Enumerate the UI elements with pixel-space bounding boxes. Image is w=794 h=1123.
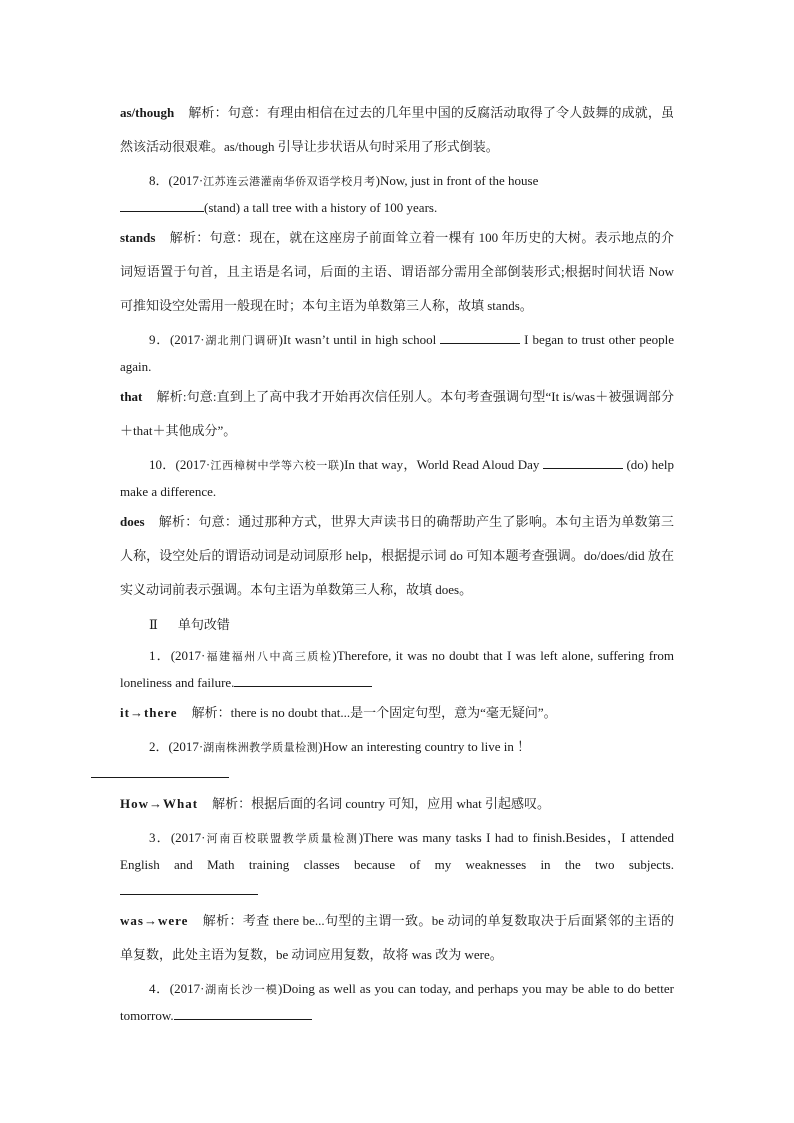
question-text: )Now, just in front of the house: [375, 173, 539, 188]
question-text: )How an interesting country to live in ！: [318, 739, 531, 754]
answer-blank[interactable]: [91, 764, 229, 778]
question-text: )It wasn’t until in high school: [278, 332, 441, 347]
explanation-text: 解析：句意：有理由相信在过去的几年里中国的反腐活动取得了令人鼓舞的成就，虽然该活动很艰难。as/though 引导让步状语从句时采用了形式倒装。: [120, 105, 674, 154]
question-source: 河南百校联盟教学质量检测: [205, 833, 359, 845]
question-text: )There was many tasks I had to finish.Besides，I attended English and Math training classes because of my weaknesses in the two subjects.: [120, 830, 674, 872]
answer-paragraph: [120, 505, 674, 607]
question-text-after: I began to trust other people again.: [120, 332, 674, 374]
correction-question-2: [120, 734, 674, 787]
explanation-text: 解析：句意：现在，就在这座房子前面耸立着一棵有 100 年历史的大树。表示地点的介词短语置于句首，且主语是名词，后面的主语、谓语部分需用全部倒装形式;根据时间状语 Now 可推知设空处需用一般现在时；本句主语为单数第三人称，故填 stands。: [120, 230, 674, 313]
answer-paragraph: [120, 787, 674, 821]
answer-paragraph: [120, 904, 674, 972]
answer-blank[interactable]: [234, 673, 372, 687]
answer-text: stands: [120, 230, 156, 245]
question-text-after: (do) help make a difference.: [120, 457, 674, 499]
answer-paragraph: [120, 221, 674, 323]
question-source: 江西樟树中学等六校一联: [210, 460, 340, 472]
explanation-text: 解析：句意：通过那种方式，世界大声读书日的确帮助产生了影响。本句主语为单数第三人称，设空处后的谓语动词是动词原形 help，根据提示词 do 可知本题考查强调。do/does/did 放在实义动词前表示强调。本句主语为单数第三人称，故填 does。: [120, 514, 674, 597]
question-10: [120, 452, 674, 505]
answer-blank[interactable]: [120, 881, 258, 895]
question-text: )In that way，World Read Aloud Day: [339, 457, 543, 472]
section-number: Ⅱ: [149, 617, 158, 632]
section-title: 单句改错: [177, 617, 230, 632]
answer-paragraph: [120, 696, 674, 730]
question-number: 9．(2017·: [149, 332, 205, 347]
question-text: )Therefore, it was no doubt that I was left alone, suffering from loneliness and failure.: [120, 648, 674, 690]
question-number: 1．(2017·: [149, 648, 206, 663]
question-source: 湖北荆门调研: [204, 335, 279, 347]
question-source: 湖南株洲教学质量检测: [203, 742, 319, 754]
answer-text: was→were: [120, 913, 189, 928]
section-heading: [120, 611, 674, 639]
question-number: 4．(2017·: [149, 981, 205, 996]
document-content: [120, 96, 674, 1029]
answer-blank[interactable]: [543, 455, 623, 469]
question-source: 福建福州八中高三质检: [205, 651, 333, 663]
question-text-after: (stand) a tall tree with a history of 100 years.: [204, 200, 438, 215]
question-text: )Doing as well as you can today, and perhaps you may be able to do better tomorrow.: [120, 981, 674, 1023]
explanation-text: 解析:句意:直到上了高中我才开始再次信任别人。本句考查强调句型“It is/was＋被强调部分＋that＋其他成分”。: [120, 389, 674, 438]
answer-paragraph: [120, 380, 674, 448]
question-number: 8．(2017·: [149, 173, 204, 188]
answer-text: it→there: [120, 705, 178, 720]
correction-question-3: [120, 825, 674, 904]
question-number: 3．(2017·: [149, 830, 206, 845]
answer-text: as/though: [120, 105, 175, 120]
answer-blank[interactable]: [120, 198, 204, 212]
question-number: 2．(2017·: [149, 739, 204, 754]
answer-text: does: [120, 514, 145, 529]
explanation-text: 解析：there is no doubt that...是一个固定句型，意为“毫无疑问”。: [191, 705, 557, 720]
answer-text: How→What: [120, 796, 199, 811]
correction-question-1: [120, 643, 674, 696]
question-9: [120, 327, 674, 380]
question-source: 湖南长沙一模: [204, 984, 279, 996]
explanation-text: 解析：根据后面的名词 country 可知，应用 what 引起感叹。: [212, 796, 551, 811]
explanation-text: 解析：考查 there be...句型的主谓一致。be 动词的单复数取决于后面紧邻的主语的单复数，此处主语为复数，be 动词应用复数，故将 was 改为 were。: [120, 913, 674, 962]
answer-blank[interactable]: [440, 330, 520, 344]
answer-paragraph: [120, 96, 674, 164]
answer-blank[interactable]: [174, 1006, 312, 1020]
correction-question-4: [120, 976, 674, 1029]
question-8: [120, 168, 674, 221]
question-number: 10．(2017·: [149, 457, 211, 472]
answer-text: that: [120, 389, 143, 404]
question-source: 江苏连云港灌南华侨双语学校月考: [203, 176, 376, 188]
